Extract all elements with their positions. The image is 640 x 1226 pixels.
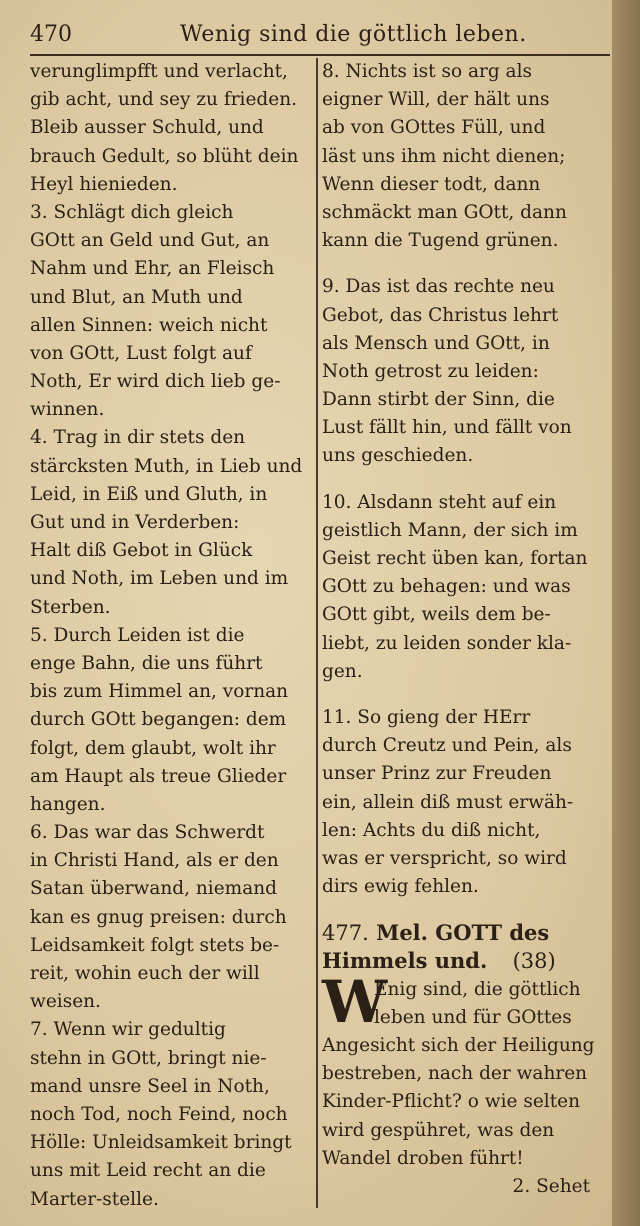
text-line: mand unsre Seel in Noth, (30, 1075, 270, 1097)
text-line: und Blut, an Muth und (30, 286, 243, 308)
text-line: Geist recht üben kan, fortan (322, 548, 588, 569)
hymn-melody-2: Himmels und. (322, 948, 488, 974)
text-line: von GOtt, Lust folgt auf (30, 342, 252, 364)
page-header (30, 14, 610, 54)
text-line: kan es gnug preisen: durch (30, 906, 287, 928)
text-line: 9. Das ist das rechte neu (322, 276, 555, 298)
text-line: uns mit Leid recht an die (30, 1160, 266, 1182)
text-line: stärcksten Muth, in Lieb und (30, 455, 303, 477)
text-line: was er verspricht, so wird (322, 847, 567, 869)
text-line: enge Bahn, die uns führt (30, 652, 263, 674)
text-line: Kinder-Pflicht? o wie selten (322, 1091, 581, 1113)
text-line: allen Sinnen: weich nicht (30, 314, 268, 336)
text-line: 3. Schlägt dich gleich (30, 201, 234, 223)
text-line: gen. (322, 660, 363, 682)
text-line: Noth, Er wird dich lieb ge- (30, 371, 281, 393)
text-line: am Haupt als treue Glieder (30, 765, 287, 787)
text-line: in Christi Hand, als er den (30, 850, 279, 872)
stanza-8 (322, 58, 610, 255)
running-title: Wenig sind die göttlich leben. (180, 22, 527, 47)
text-line: Lust fällt hin, und fällt von (322, 417, 572, 439)
text-line: brauch Gedult, so blüht dein (30, 145, 299, 167)
drop-cap: W (322, 967, 388, 1036)
text-line: Nahm und Ehr, an Fleisch (30, 258, 275, 280)
text-line: folgt, dem glaubt, wolt ihr (30, 737, 276, 759)
catchword: 2. Sehet (512, 1175, 590, 1197)
stanza-11 (322, 704, 610, 901)
text-line: winnen. (30, 399, 105, 421)
page-number: 470 (30, 22, 72, 47)
text-line: als Mensch und GOtt, in (322, 332, 550, 354)
hymn-heading-2 (322, 947, 610, 975)
text-line: Satan überwand, niemand (30, 878, 278, 900)
text-line: uns geschieden. (322, 445, 474, 467)
hymn-heading (322, 919, 610, 947)
text-line: Halt diß Gebot in Glück (30, 540, 253, 562)
left-column (30, 58, 312, 1214)
text-line: und Noth, im Leben und im (30, 568, 289, 590)
text-line: GOtt gibt, weils dem be- (322, 604, 551, 626)
text-line: Bleib ausser Schuld, und (30, 117, 264, 139)
text-line: bestreben, nach der wahren (322, 1063, 588, 1085)
text-line: schmäckt man GOtt, dann (322, 201, 567, 223)
text-line: dirs ewig fehlen. (322, 876, 479, 898)
text-line: wird gespühret, was den (322, 1119, 555, 1141)
text-line: ein, allein diß must erwäh- (322, 791, 574, 813)
text-line: unser Prinz zur Freuden (322, 763, 552, 785)
text-line: geistlich Mann, der sich im (322, 519, 578, 541)
stanza-10 (322, 489, 610, 686)
hymn-line: leben und für GOttes (374, 1006, 572, 1028)
hymn-reference: (38) (512, 949, 556, 974)
text-line: gib acht, und sey zu frieden. (30, 89, 297, 111)
text-line: Sterben. (30, 596, 111, 618)
text-line: 6. Das war das Schwerdt (30, 822, 265, 844)
text-line: durch GOtt begangen: dem (30, 709, 287, 731)
hymn-477 (322, 919, 610, 1201)
text-line: durch Creutz und Pein, als (322, 735, 572, 757)
text-line: Heyl hienieden. (30, 173, 178, 195)
text-line: Leidsamkeit folgt stets be- (30, 934, 280, 956)
right-column (322, 58, 610, 1201)
text-line: liebt, zu leiden sonder kla- (322, 632, 572, 654)
text-line: Dann stirbt der Sinn, die (322, 389, 555, 411)
text-line: 5. Durch Leiden ist die (30, 624, 245, 646)
text-line: 11. So gieng der HErr (322, 706, 531, 728)
text-line: Hölle: Unleidsamkeit bringt (30, 1132, 292, 1154)
hymn-line: Enig sind, die göttlich (374, 978, 581, 1000)
header-rule (30, 54, 610, 56)
hymn-number: 477. (322, 921, 369, 946)
text-line: weisen. (30, 991, 101, 1013)
text-line: GOtt an Geld und Gut, an (30, 230, 270, 252)
hymn-opening (322, 967, 610, 1036)
text-line: 8. Nichts ist so arg als (322, 61, 532, 82)
text-line: läst uns ihm nicht dienen; (322, 145, 566, 167)
text-line: 7. Wenn wir gedultig (30, 1019, 226, 1041)
text-line: Wenn dieser todt, dann (322, 173, 541, 195)
text-line: stehn in GOtt, bringt nie- (30, 1047, 267, 1069)
text-line: eigner Will, der hält uns (322, 89, 550, 111)
text-line: ab von GOttes Füll, und (322, 117, 546, 139)
text-line: Leid, in Eiß und Gluth, in (30, 483, 268, 505)
text-line: Noth getrost zu leiden: (322, 360, 539, 382)
text-line: Gut und in Verderben: (30, 512, 240, 533)
text-line: hangen. (30, 793, 106, 815)
column-divider (316, 58, 318, 1208)
text-line: Wandel droben führt! (322, 1147, 524, 1169)
text-line: reit, wohin euch der will (30, 963, 260, 984)
text-line: Angesicht sich der Heiligung (322, 1035, 595, 1056)
text-line: noch Tod, noch Feind, noch (30, 1103, 288, 1125)
text-line: verunglimpfft und verlacht, (30, 61, 288, 82)
text-line: Gebot, das Christus lehrt (322, 304, 559, 326)
text-line: 10. Alsdann steht auf ein (322, 491, 557, 513)
hymn-melody-1: Mel. GOTT des (376, 920, 550, 946)
text-line: Marter-stelle. (30, 1188, 159, 1210)
text-line: GOtt zu behagen: und was (322, 576, 571, 598)
hymn-body (322, 1032, 610, 1173)
text-line: kann die Tugend grünen. (322, 230, 559, 252)
stanza-9 (322, 273, 610, 470)
text-line: len: Achts du diß nicht, (322, 819, 541, 841)
text-line: bis zum Himmel an, vornan (30, 681, 289, 703)
text-line: 4. Trag in dir stets den (30, 427, 246, 449)
page-edge (612, 0, 640, 1226)
